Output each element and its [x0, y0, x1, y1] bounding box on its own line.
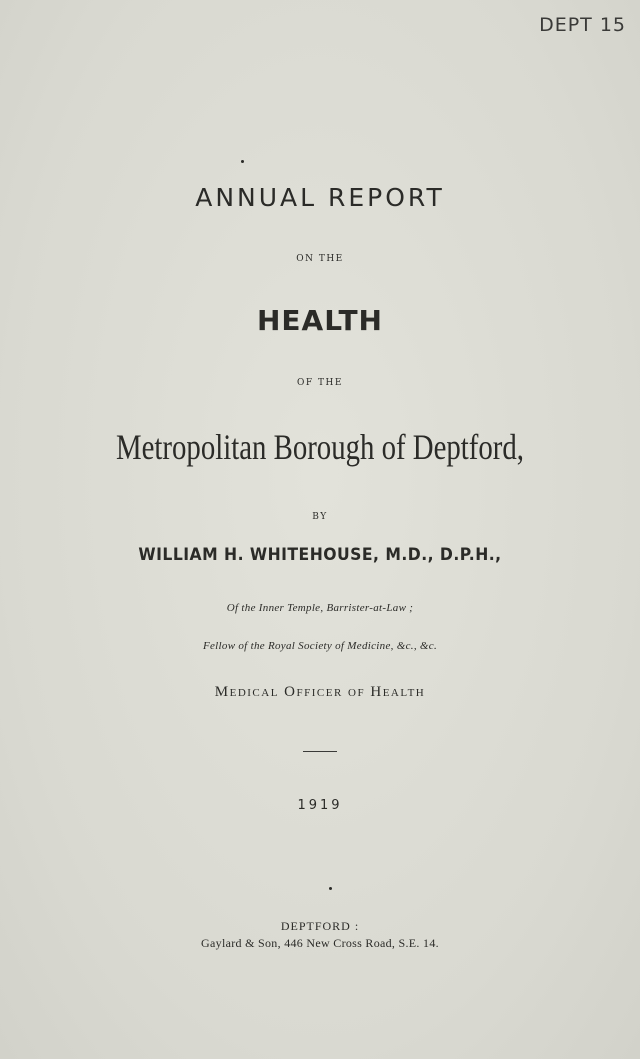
ink-speck — [329, 887, 332, 890]
author-credential-inner-temple: Of the Inner Temple, Barrister-at-Law ; — [226, 602, 414, 614]
health-heading: HEALTH — [257, 304, 383, 337]
author-credential-royal-society: Fellow of the Royal Society of Medicine, &c., &c. — [202, 640, 438, 652]
ink-speck — [241, 160, 244, 163]
publication-place: DEPTFORD : — [280, 919, 360, 933]
author-position: Medical Officer of Health — [214, 684, 426, 700]
author-name: WILLIAM H. WHITEHOUSE, M.D., D.P.H., — [138, 545, 502, 565]
printer-address: Gaylard & Son, 446 New Cross Road, S.E. 14. — [201, 936, 439, 950]
on-the-label: ON THE — [296, 254, 344, 264]
divider-rule — [303, 751, 337, 752]
of-the-label: OF THE — [297, 378, 343, 388]
by-label: BY — [312, 512, 328, 522]
borough-heading: Metropolitan Borough of Deptford, — [116, 427, 524, 467]
report-title: ANNUAL REPORT — [195, 183, 445, 212]
report-year: 1919 — [297, 798, 343, 813]
archive-handwritten-mark: DEPT 15 — [539, 14, 626, 36]
